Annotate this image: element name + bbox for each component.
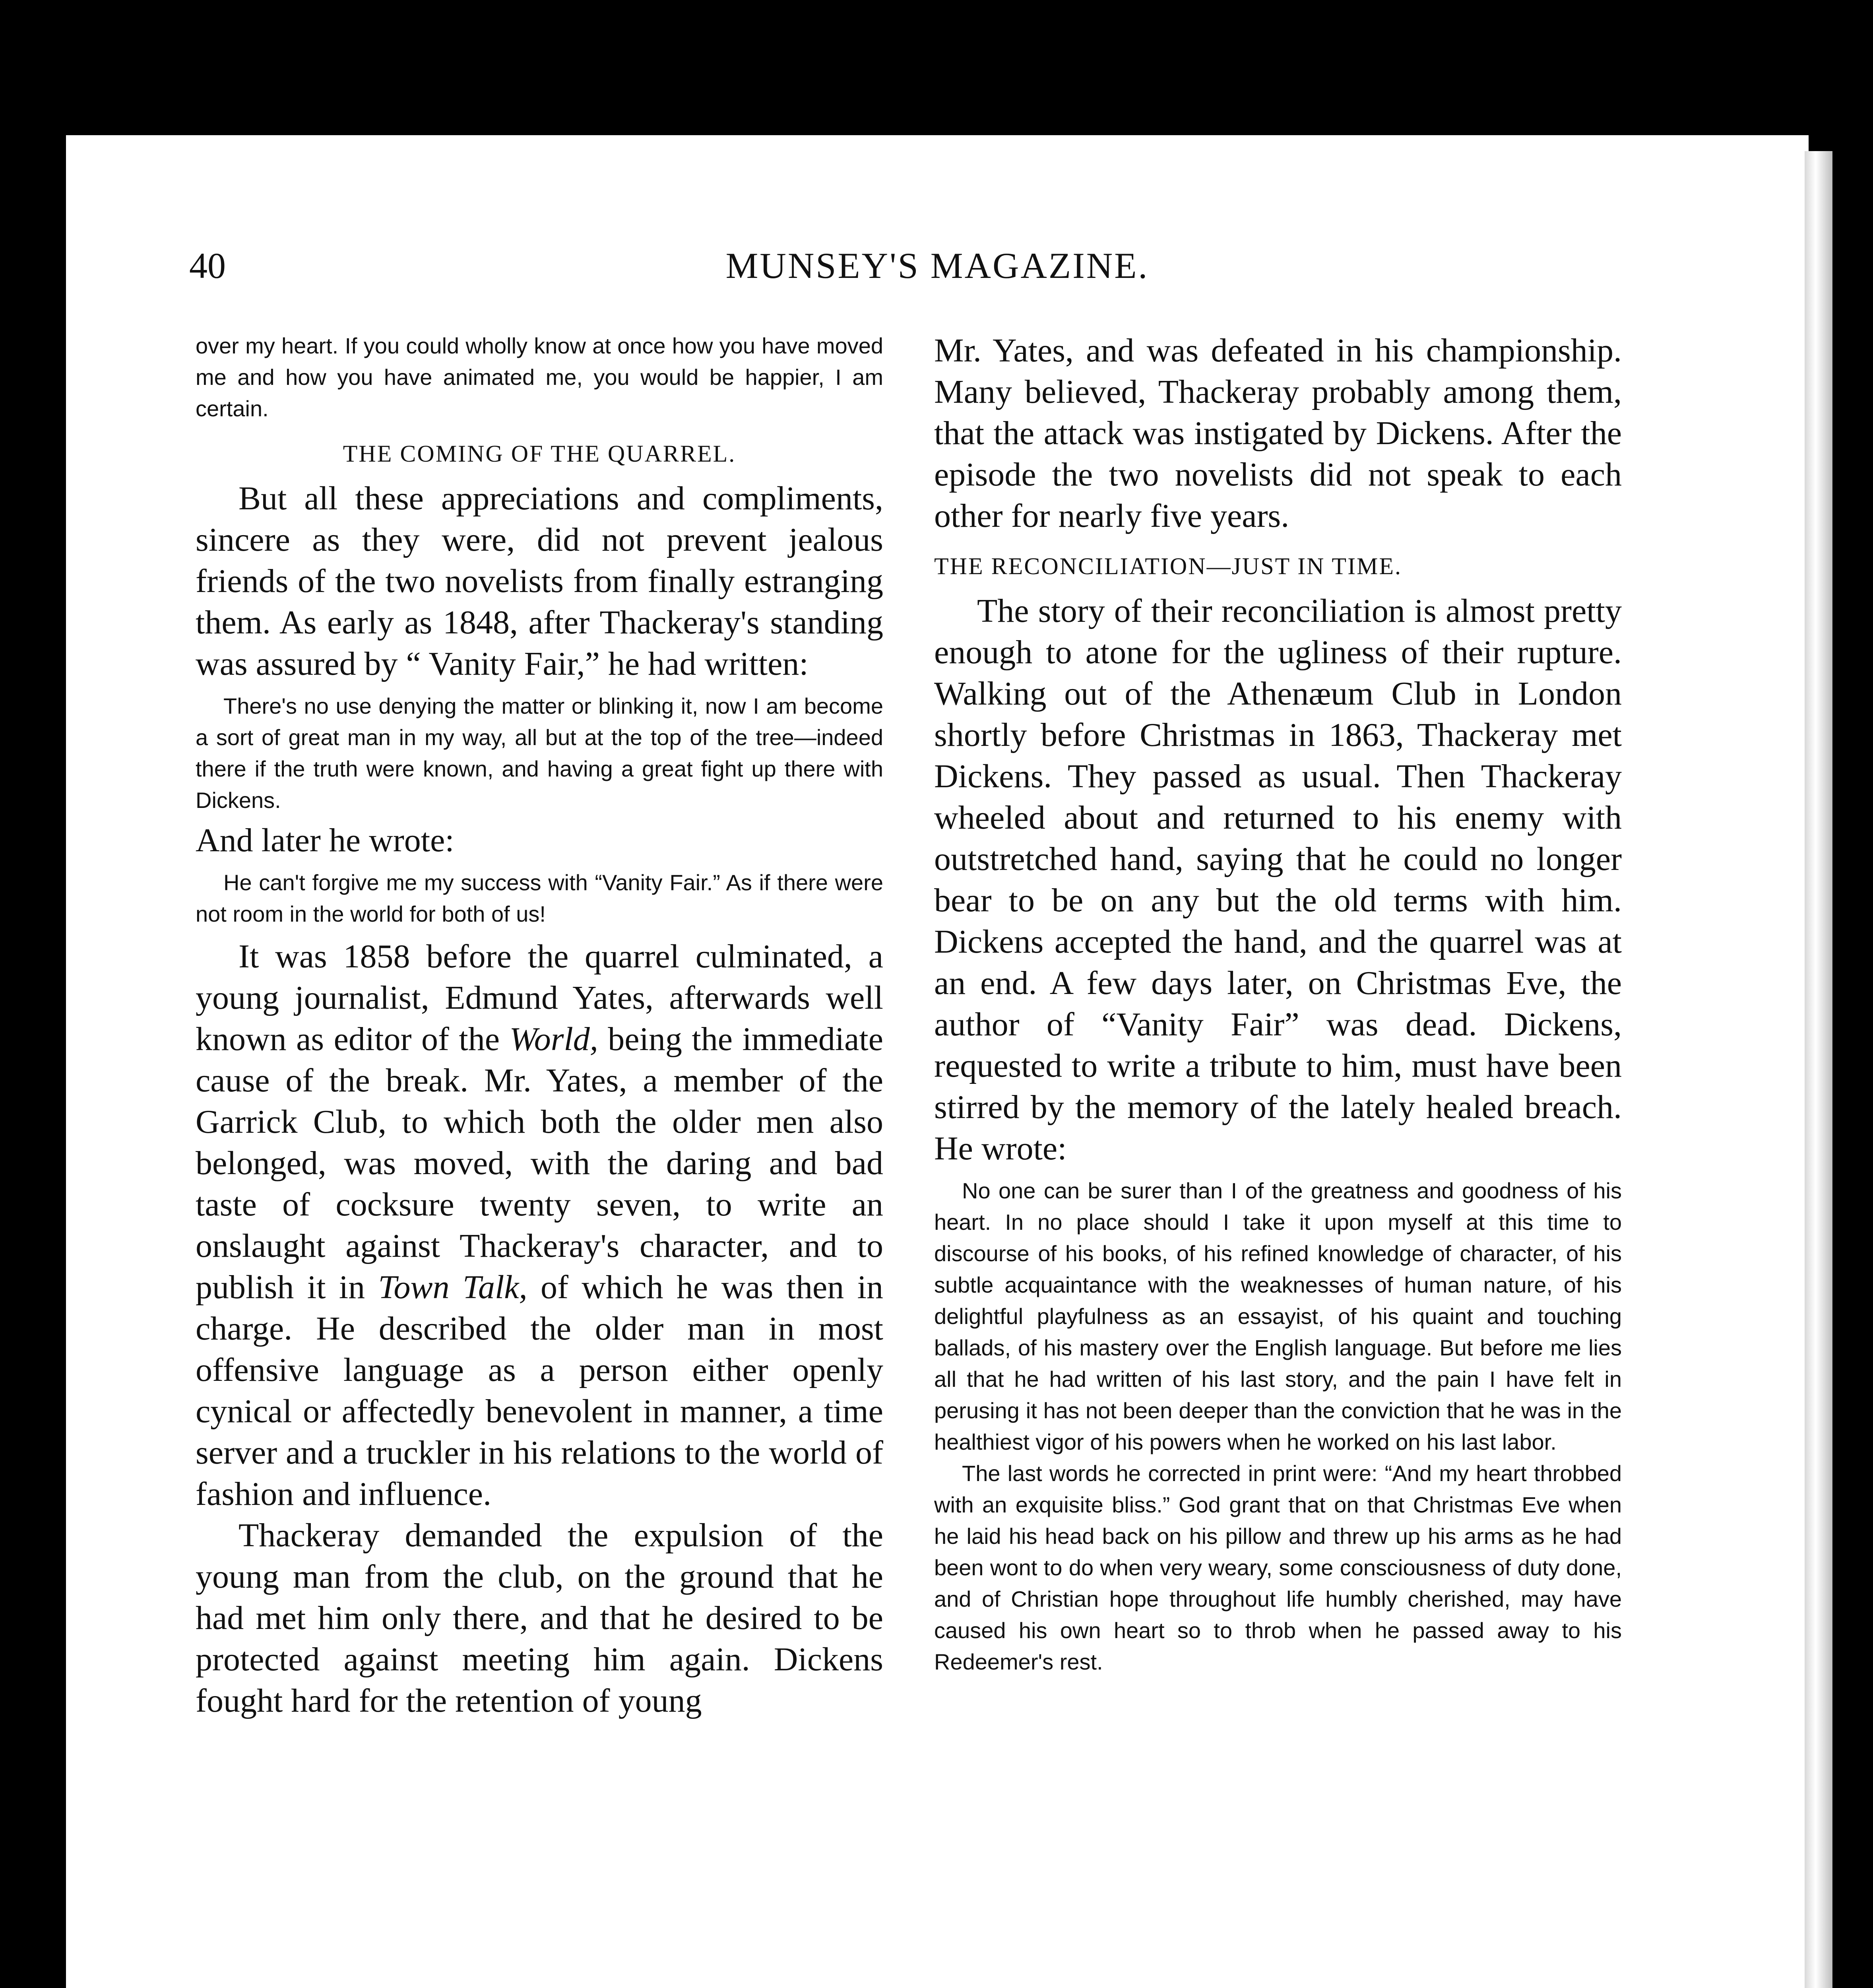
section-heading-quarrel: THE COMING OF THE QUARREL.	[343, 441, 736, 467]
right-column	[934, 330, 1622, 1988]
magazine-title: MUNSEY'S MAGAZINE.	[725, 245, 1149, 286]
page-header	[66, 245, 1809, 308]
paragraph: And later he wrote:	[196, 822, 454, 859]
next-page-edge	[1805, 151, 1832, 1988]
block-quote: No one can be surer than I of the greatness and goodness of his heart. In no place should I take it upon myself at this time to discourse of his books, of his refined knowledge of character, of his subtle acquaintance with the weaknesses of human nature, of his delightful playfulness as an essayist, of his quaint and touching ballads, of his mastery over the English language. But before me lies all that he had written of his last story, and the pain I have felt in perusing it has not been deeper than the conviction that he was in the healthiest vigor of his powers when he worked on his last labor.	[934, 1178, 1622, 1454]
paragraph: Mr. Yates, and was defeated in his championship. Many believed, Thackeray probably among them, that the attack was instigated by Dickens. After the episode the two novelists did not speak to each other for nearly five years.	[934, 332, 1622, 534]
block-quote: He can't forgive me my success with “Vanity Fair.” As if there were not room in the world for both of us!	[196, 870, 883, 926]
section-heading-reconciliation: THE RECONCILIATION—JUST IN TIME.	[934, 553, 1402, 579]
paragraph: But all these appreciations and compliments, sincere as they were, did not prevent jealous friends of the two novelists from finally estranging them. As early as 1848, after Thackeray's standing was assured by “ Vanity Fair,” he had written:	[196, 480, 883, 682]
magazine-page	[66, 135, 1809, 1988]
italic-title: Town Talk,	[378, 1269, 527, 1306]
block-quote: There's no use denying the matter or blinking it, now I am become a sort of great man in my way, all but at the top of the tree—indeed there if the truth were known, and having a great fight up there with Dickens.	[196, 693, 883, 813]
paragraph: The story of their reconciliation is almost pretty enough to atone for the ugliness of their rupture. Walking out of the Athenæum Club in London shortly before Christmas in 1863, Thackeray met Dickens. They passed as usual. Then Thackeray wheeled about and returned to his enemy with outstretched hand, saying that he could no longer bear to be on any but the old terms with him. Dickens accepted the hand, and the quarrel was at an end. A few days later, on Christmas Eve, the author of “Vanity Fair” was dead. Dickens, requested to write a tribute to him, must have been stirred by the memory of the lately healed breach. He wrote:	[934, 592, 1622, 1167]
paragraph-text: being the immediate cause of the break. Mr. Yates, a member of the Garrick Club, to which both the older men also belonged, was moved, with the daring and bad taste of cocksure twenty seven, to write an onslaught against Thackeray's character, and to publish it in	[196, 1021, 883, 1306]
paragraph-text: of which he was then in charge. He described the older man in most offensive language as a person either openly cynical or affectedly benevolent in manner, a time server and a truckler in his relations to the world of fashion and influence.	[196, 1269, 883, 1512]
paragraph	[196, 936, 883, 1515]
left-column	[196, 330, 883, 1988]
page-number: 40	[189, 245, 226, 286]
italic-title: World,	[509, 1021, 598, 1058]
block-quote: The last words he corrected in print were: “And my heart throbbed with an exquisite bliss.” God grant that on that Christmas Eve when he laid his head back on his pillow and threw up his arms as he had been wont to do when very weary, some consciousness of duty done, and of Christian hope throughout life humbly cherished, may have caused his own heart so to throb when he passed away to his Redeemer's rest.	[934, 1461, 1622, 1674]
letter-continuation: over my heart. If you could wholly know at once how you have moved me and how you have animated me, you would be happier, I am certain.	[196, 333, 883, 421]
paragraph: Thackeray demanded the expulsion of the young man from the club, on the ground that he had met him only there, and that he desired to be protected against meeting him again. Dickens fought hard for the retention of young	[196, 1517, 883, 1719]
paragraph-text: It was 1858 before the quarrel culminated, a young journalist, Edmund Yates, afterwards well known as editor of the	[196, 938, 883, 1058]
